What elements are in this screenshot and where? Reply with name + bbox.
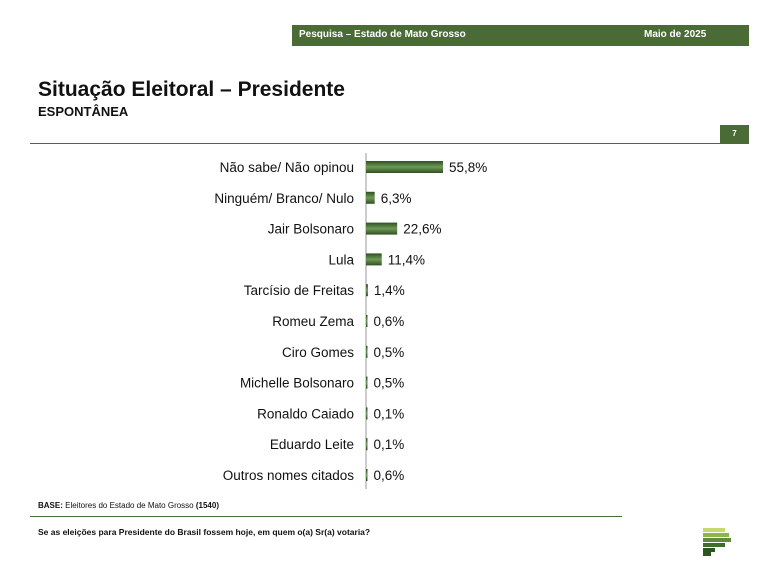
page-number-badge: 7 bbox=[720, 125, 749, 143]
category-label: Jair Bolsonaro bbox=[267, 221, 354, 237]
value-label: 0,6% bbox=[373, 314, 405, 329]
base-note: BASE: Eleitores do Estado de Mato Grosso (1540) bbox=[38, 501, 219, 510]
bar bbox=[366, 223, 397, 235]
category-label: Eduardo Leite bbox=[269, 437, 354, 453]
bar bbox=[366, 284, 368, 296]
category-label: Ronaldo Caiado bbox=[257, 406, 354, 422]
category-label: Ciro Gomes bbox=[281, 344, 354, 360]
category-label: Outros nomes citados bbox=[222, 468, 354, 483]
bar bbox=[366, 469, 368, 481]
value-label: 0,5% bbox=[373, 375, 405, 391]
page-subtitle: ESPONTÂNEA bbox=[38, 104, 129, 119]
survey-question: Se as eleições para Presidente do Brasil fossem hoje, em quem o(a) Sr(a) votaria? bbox=[38, 527, 371, 537]
category-label: Romeu Zema bbox=[272, 314, 354, 329]
value-label: 22,6% bbox=[403, 221, 442, 237]
category-label: Ninguém/ Branco/ Nulo bbox=[214, 190, 354, 206]
footer-divider bbox=[30, 516, 622, 517]
category-label: Lula bbox=[328, 252, 354, 268]
brand-logo-icon bbox=[703, 528, 733, 556]
value-label: 0,5% bbox=[373, 344, 405, 360]
category-label: Michelle Bolsonaro bbox=[239, 375, 354, 391]
bar bbox=[366, 407, 368, 419]
header-divider bbox=[30, 143, 749, 144]
page-title: Situação Eleitoral – Presidente bbox=[38, 78, 345, 101]
value-label: 11,4% bbox=[387, 252, 426, 268]
survey-header-bar bbox=[292, 25, 749, 46]
value-label: 6,3% bbox=[380, 190, 412, 206]
bar bbox=[366, 161, 443, 173]
value-label: 0,1% bbox=[373, 437, 405, 453]
bar bbox=[366, 253, 382, 265]
category-label: Tarcísio de Freitas bbox=[243, 283, 354, 299]
bar bbox=[366, 315, 368, 327]
category-label: Não sabe/ Não opinou bbox=[219, 160, 354, 175]
survey-title: Pesquisa – Estado de Mato Grosso bbox=[299, 29, 466, 40]
bar-chart bbox=[0, 150, 763, 495]
survey-date: Maio de 2025 bbox=[644, 29, 707, 40]
bar bbox=[366, 438, 368, 450]
bar bbox=[366, 192, 375, 204]
value-label: 1,4% bbox=[373, 283, 405, 299]
bar bbox=[366, 346, 368, 358]
value-label: 55,8% bbox=[449, 160, 488, 175]
value-label: 0,6% bbox=[373, 468, 405, 483]
value-label: 0,1% bbox=[373, 406, 405, 422]
bar bbox=[366, 377, 368, 389]
